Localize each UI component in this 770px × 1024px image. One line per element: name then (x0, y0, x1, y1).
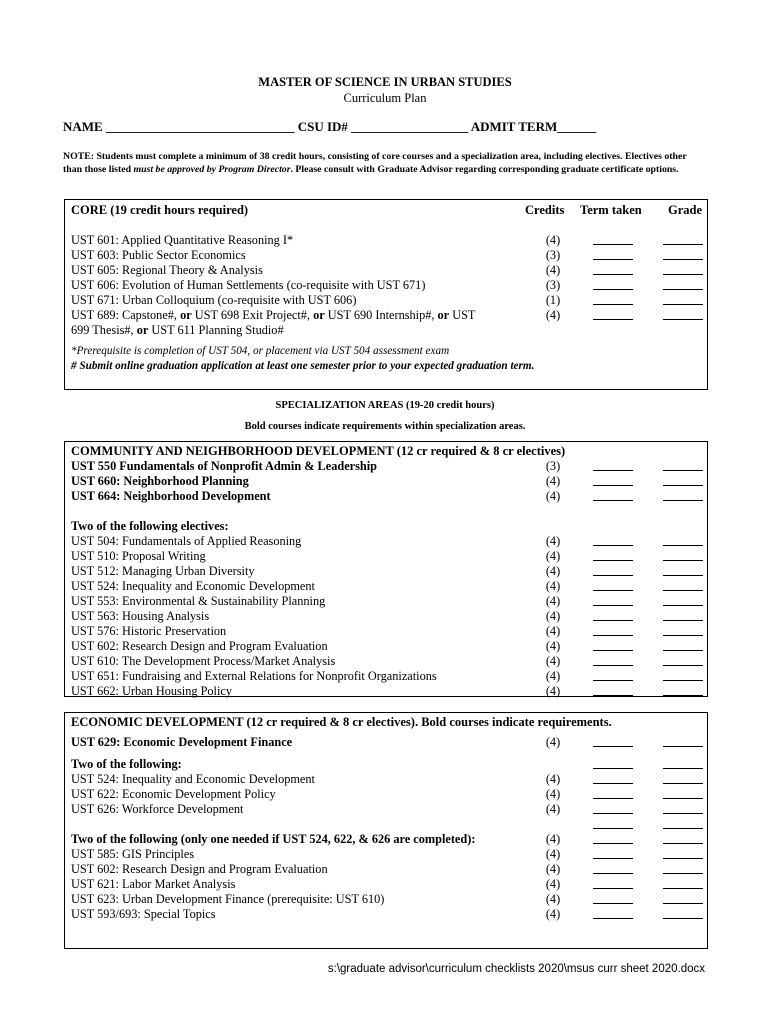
course-credits: (4) (545, 624, 561, 638)
course-name: UST 671: Urban Colloquium (co-requisite with UST 606) (71, 293, 357, 307)
course-credits: (3) (545, 459, 561, 473)
course-credits: (4) (545, 534, 561, 548)
course-name: UST 623: Urban Development Finance (prerequisite: UST 610) (71, 892, 385, 906)
capstone-row (65, 308, 707, 338)
grade-blank[interactable] (663, 847, 703, 859)
course-credits: (4) (545, 847, 561, 861)
capstone-text: UST 689: Capstone#, or UST 698 Exit Project#, or UST 690 Internship#, or UST 699 Thesis#, or UST 611 Planning Studio# (71, 308, 476, 337)
term-taken-blank[interactable] (593, 877, 633, 889)
community-electives-list (65, 534, 707, 699)
term-taken-blank[interactable] (593, 534, 633, 546)
course-row (65, 862, 707, 877)
economic-group1-heading: Two of the following: (71, 757, 182, 771)
course-name: UST 601: Applied Quantitative Reasoning I* (71, 233, 294, 247)
course-credits: (4) (545, 735, 561, 749)
course-row (65, 787, 707, 802)
term-taken-blank[interactable] (593, 735, 633, 747)
course-name: UST 662: Urban Housing Policy (71, 684, 233, 698)
term-taken-blank[interactable] (593, 787, 633, 799)
grade-blank[interactable] (663, 308, 703, 320)
grade-blank[interactable] (663, 684, 703, 696)
term-taken-blank[interactable] (593, 564, 633, 576)
grade-blank[interactable] (663, 907, 703, 919)
economic-group2-list (65, 847, 707, 922)
course-credits: (4) (545, 549, 561, 563)
grade-blank[interactable] (663, 534, 703, 546)
economic-group2-heading: Two of the following (only one needed if UST 524, 622, & 626 are completed): (71, 832, 476, 846)
grade-blank[interactable] (663, 735, 703, 747)
capstone-credits: (4) (545, 308, 561, 322)
grade-blank[interactable] (663, 802, 703, 814)
grade-blank[interactable] (663, 474, 703, 486)
term-taken-blank[interactable] (593, 847, 633, 859)
term-taken-blank[interactable] (593, 684, 633, 696)
grade-blank[interactable] (663, 564, 703, 576)
page-title: MASTER OF SCIENCE IN URBAN STUDIES (258, 75, 512, 89)
course-credits: (4) (545, 489, 561, 503)
term-taken-blank[interactable] (593, 579, 633, 591)
course-credits: (4) (545, 832, 561, 846)
grade-blank[interactable] (663, 248, 703, 260)
credits-column-header: Credits (525, 203, 565, 217)
term-taken-blank[interactable] (593, 669, 633, 681)
course-row (65, 579, 707, 594)
course-credits: (4) (545, 862, 561, 876)
specialization-title: SPECIALIZATION AREAS (19-20 credit hours) (275, 400, 495, 411)
grade-blank[interactable] (663, 459, 703, 471)
course-row (65, 772, 707, 787)
grade-blank[interactable] (663, 594, 703, 606)
course-row (65, 639, 707, 654)
blank-row (65, 817, 707, 832)
course-row (65, 459, 707, 474)
grade-blank[interactable] (663, 263, 703, 275)
course-credits: (4) (545, 892, 561, 906)
course-credits: (4) (545, 772, 561, 786)
course-credits: (4) (545, 654, 561, 668)
term-taken-blank[interactable] (593, 263, 633, 275)
course-row (65, 669, 707, 684)
course-name: UST 510: Proposal Writing (71, 549, 206, 563)
course-name: UST 610: The Development Process/Market Analysis (71, 654, 336, 668)
course-name: UST 602: Research Design and Program Evaluation (71, 862, 328, 876)
course-name: UST 651: Fundraising and External Relations for Nonprofit Organizations (71, 669, 437, 683)
course-row (65, 609, 707, 624)
course-credits: (4) (545, 233, 561, 247)
course-credits: (4) (545, 877, 561, 891)
student-id-line[interactable]: NAME _____________________________ CSU ID# __________________ ADMIT TERM______ (63, 119, 597, 134)
page-subtitle: Curriculum Plan (343, 91, 427, 105)
term-taken-blank[interactable] (593, 293, 633, 305)
grade-blank[interactable] (663, 757, 703, 769)
course-name: UST 602: Research Design and Program Evaluation (71, 639, 328, 653)
course-name: UST 524: Inequality and Economic Development (71, 772, 315, 786)
course-row (65, 877, 707, 892)
economic-group2-heading-row (65, 832, 707, 847)
grade-blank[interactable] (663, 787, 703, 799)
core-heading: CORE (19 credit hours required) (71, 203, 249, 217)
grade-blank[interactable] (663, 654, 703, 666)
course-row (65, 847, 707, 862)
course-row (65, 293, 707, 308)
course-credits: (4) (545, 564, 561, 578)
core-course-list (65, 233, 707, 308)
term-taken-blank[interactable] (593, 817, 633, 829)
course-name: UST 664: Neighborhood Development (71, 489, 271, 503)
course-credits: (4) (545, 609, 561, 623)
economic-box (64, 712, 708, 949)
course-credits: (4) (545, 474, 561, 488)
course-credits: (4) (545, 594, 561, 608)
course-name: UST 524: Inequality and Economic Development (71, 579, 315, 593)
economic-group1-heading-row (65, 757, 707, 772)
term-taken-blank[interactable] (593, 862, 633, 874)
term-taken-blank[interactable] (593, 308, 633, 320)
course-name: UST 603: Public Sector Economics (71, 248, 246, 262)
course-row (65, 624, 707, 639)
term-taken-blank[interactable] (593, 609, 633, 621)
term-taken-blank[interactable] (593, 802, 633, 814)
economic-heading: ECONOMIC DEVELOPMENT (12 cr required & 8 cr electives). Bold courses indicate requirements. (71, 715, 612, 729)
course-credits: (3) (545, 248, 561, 262)
course-name: UST 629: Economic Development Finance (71, 735, 293, 749)
file-path-footer: s:\graduate advisor\curriculum checklists 2020\msus curr sheet 2020.docx (327, 963, 705, 975)
term-taken-blank[interactable] (593, 654, 633, 666)
grade-blank[interactable] (663, 639, 703, 651)
course-name: UST 504: Fundamentals of Applied Reasoning (71, 534, 302, 548)
grade-blank[interactable] (663, 772, 703, 784)
course-credits: (4) (545, 263, 561, 277)
course-row (65, 594, 707, 609)
grade-blank[interactable] (663, 862, 703, 874)
course-name: UST 605: Regional Theory & Analysis (71, 263, 263, 277)
course-credits: (4) (545, 669, 561, 683)
grade-blank[interactable] (663, 233, 703, 245)
grade-blank[interactable] (663, 832, 703, 844)
course-row (65, 278, 707, 293)
specialization-subtitle: Bold courses indicate requirements within specialization areas. (244, 421, 526, 432)
course-name: UST 576: Historic Preservation (71, 624, 227, 638)
grade-blank[interactable] (663, 669, 703, 681)
course-name: UST 593/693: Special Topics (71, 907, 216, 921)
term-taken-blank[interactable] (593, 907, 633, 919)
grade-blank[interactable] (663, 489, 703, 501)
grade-blank[interactable] (663, 892, 703, 904)
course-credits: (4) (545, 684, 561, 698)
course-row (65, 489, 707, 504)
community-electives-heading: Two of the following electives: (71, 519, 229, 533)
prerequisite-footnote: *Prerequisite is completion of UST 504, or placement via UST 504 assessment exam (71, 345, 450, 357)
grade-blank[interactable] (663, 877, 703, 889)
community-box (64, 441, 708, 697)
course-credits: (4) (545, 802, 561, 816)
grade-blank[interactable] (663, 278, 703, 290)
course-name: UST 622: Economic Development Policy (71, 787, 276, 801)
course-name: UST 550 Fundamentals of Nonprofit Admin & Leadership (71, 459, 377, 473)
term-taken-blank[interactable] (593, 892, 633, 904)
term-taken-blank[interactable] (593, 832, 633, 844)
graduation-footnote: # Submit online graduation application at least one semester prior to your expected graduation term. (71, 360, 535, 372)
course-row (65, 564, 707, 579)
economic-group1-list (65, 772, 707, 817)
course-credits: (1) (545, 293, 561, 307)
course-name: UST 585: GIS Principles (71, 847, 195, 861)
grade-blank[interactable] (663, 293, 703, 305)
course-row (65, 654, 707, 669)
course-name: UST 512: Managing Urban Diversity (71, 564, 255, 578)
community-heading: COMMUNITY AND NEIGHBORHOOD DEVELOPMENT (12 cr required & 8 cr electives) (71, 444, 566, 458)
course-name: UST 626: Workforce Development (71, 802, 244, 816)
term-taken-blank[interactable] (593, 278, 633, 290)
economic-heading-row (65, 715, 707, 730)
course-credits: (4) (545, 787, 561, 801)
grade-column-header: Grade (668, 203, 703, 217)
course-row (65, 549, 707, 564)
term-taken-blank[interactable] (593, 248, 633, 260)
term-taken-blank[interactable] (593, 474, 633, 486)
core-box (64, 199, 708, 390)
term-taken-column-header: Term taken (580, 203, 642, 217)
term-taken-blank[interactable] (593, 549, 633, 561)
community-heading-row (65, 444, 707, 459)
community-electives-heading-row (65, 519, 707, 534)
community-required-list (65, 459, 707, 504)
course-row (65, 892, 707, 907)
term-taken-blank[interactable] (593, 624, 633, 636)
grade-blank[interactable] (663, 817, 703, 829)
course-name: UST 606: Evolution of Human Settlements (co-requisite with UST 671) (71, 278, 426, 292)
note-paragraph: NOTE: Students must complete a minimum of 38 credit hours, consisting of core courses and a specialization area, including electives. Electives other than those listed must be approved by Program Director. Please consult with Graduate Advisor regarding corresponding graduate certificate options. (63, 151, 687, 175)
course-credits: (4) (545, 579, 561, 593)
term-taken-blank[interactable] (593, 594, 633, 606)
term-taken-blank[interactable] (593, 233, 633, 245)
course-row (65, 233, 707, 248)
term-taken-blank[interactable] (593, 459, 633, 471)
grade-blank[interactable] (663, 549, 703, 561)
course-row (65, 263, 707, 278)
course-credits: (3) (545, 278, 561, 292)
term-taken-blank[interactable] (593, 772, 633, 784)
course-row (65, 474, 707, 489)
course-name: UST 563: Housing Analysis (71, 609, 210, 623)
course-credits: (4) (545, 907, 561, 921)
grade-blank[interactable] (663, 624, 703, 636)
term-taken-blank[interactable] (593, 639, 633, 651)
grade-blank[interactable] (663, 609, 703, 621)
grade-blank[interactable] (663, 579, 703, 591)
course-name: UST 553: Environmental & Sustainability Planning (71, 594, 326, 608)
course-credits: (4) (545, 639, 561, 653)
course-row (65, 907, 707, 922)
term-taken-blank[interactable] (593, 489, 633, 501)
course-name: UST 621: Labor Market Analysis (71, 877, 236, 891)
course-row (65, 684, 707, 699)
course-row (65, 534, 707, 549)
term-taken-blank[interactable] (593, 757, 633, 769)
course-row (65, 802, 707, 817)
economic-required-row (65, 735, 707, 750)
core-header-row (65, 203, 707, 218)
course-name: UST 660: Neighborhood Planning (71, 474, 249, 488)
course-row (65, 248, 707, 263)
